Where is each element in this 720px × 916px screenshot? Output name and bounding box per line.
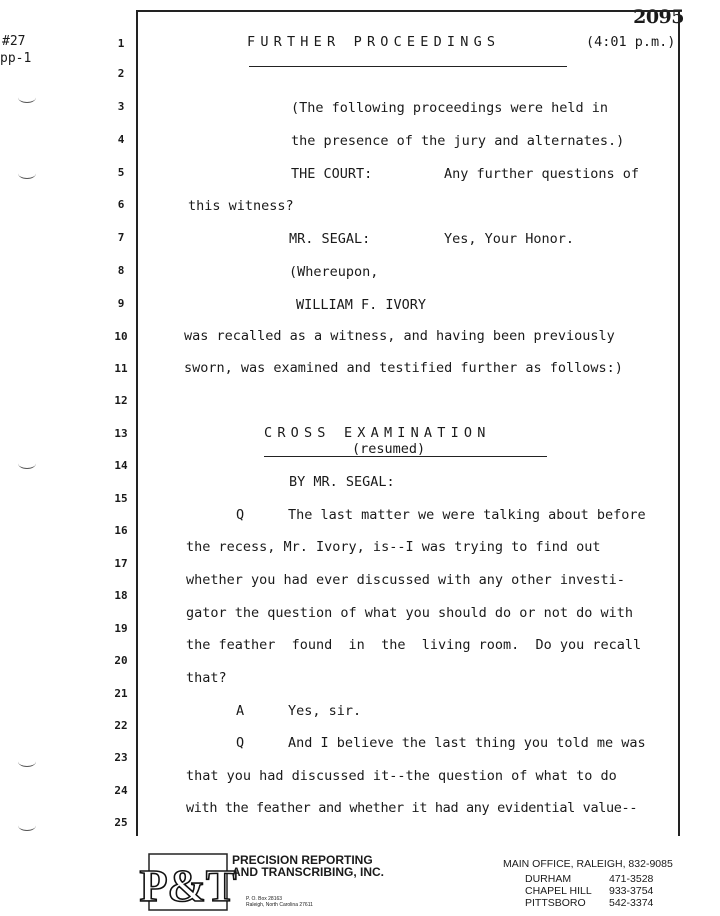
line-number: 23 [114, 751, 128, 764]
frame-top-border [136, 10, 678, 12]
line-number: 16 [114, 524, 128, 537]
punch-mark [18, 820, 36, 831]
line-number: 5 [117, 166, 125, 179]
line-number: 1 [117, 37, 125, 50]
question-marker: Q [236, 735, 245, 751]
line-number: 17 [114, 557, 128, 570]
office-city: DURHAM [525, 873, 572, 885]
line-number: 21 [114, 687, 128, 700]
answer-marker: A [236, 703, 245, 719]
punch-mark [18, 458, 36, 469]
line-number: 8 [117, 264, 125, 277]
company-logo [139, 853, 237, 911]
line-number: 7 [117, 231, 125, 244]
logo-graphic [139, 853, 237, 911]
line-number: 3 [117, 100, 125, 113]
examiner-label: BY MR. SEGAL: [289, 474, 395, 490]
transcript-line: that you had discussed it--the question of what to do [186, 768, 617, 784]
cross-heading-underline [264, 456, 547, 457]
page-number: 2095 [633, 6, 684, 28]
transcript-line: Any further questions of [444, 166, 640, 182]
line-number: 15 [114, 492, 128, 505]
transcript-line: this witness? [188, 198, 294, 214]
line-number: 10 [114, 330, 128, 343]
company-name-line1: PRECISION REPORTING [232, 853, 373, 867]
line-number: 6 [117, 198, 125, 211]
transcript-line: with the feather and whether it had any evidential value-- [186, 800, 638, 816]
line-number: 2 [117, 67, 125, 80]
transcript-line: Yes, sir. [288, 703, 362, 719]
heading-time: (4:01 p.m.) [586, 34, 676, 50]
main-office: MAIN OFFICE, RALEIGH, 832-9085 [503, 858, 673, 870]
transcript-line: the feather found in the living room. Do you recall [186, 637, 642, 653]
company-address-line2: Raleigh, North Carolina 27611 [246, 902, 313, 908]
office-city: CHAPEL HILL [525, 885, 592, 897]
line-number: 22 [114, 719, 128, 732]
line-number: 20 [114, 654, 128, 667]
line-number: 4 [117, 133, 125, 146]
logo-text: P&T [139, 860, 237, 911]
line-number: 11 [114, 362, 128, 375]
punch-mark [18, 92, 36, 103]
frame-right-border [678, 10, 680, 836]
office-phone: 933-3754 [609, 885, 654, 897]
transcript-line: (Whereupon, [289, 264, 379, 280]
company-name-line2: AND TRANSCRIBING, INC. [232, 865, 384, 879]
cross-examination-heading: CROSS EXAMINATION [264, 425, 491, 441]
transcript-line: the presence of the jury and alternates.) [291, 133, 625, 149]
margin-note-case: #27 [2, 34, 26, 49]
line-number: 18 [114, 589, 128, 602]
punch-mark [18, 756, 36, 767]
transcript-line: The last matter we were talking about before [288, 507, 646, 523]
line-number: 9 [117, 297, 125, 310]
transcript-line: gator the question of what you should do or not do with [186, 605, 634, 621]
transcript-line: And I believe the last thing you told me was [288, 735, 646, 751]
question-marker: Q [236, 507, 245, 523]
transcript-line: Yes, Your Honor. [444, 231, 575, 247]
speaker-label: THE COURT: [291, 166, 373, 182]
frame-left-border [136, 10, 138, 836]
line-number: 25 [114, 816, 128, 829]
heading-underline [249, 66, 567, 67]
transcript-line: sworn, was examined and testified further as follows:) [184, 360, 623, 376]
speaker-label: MR. SEGAL: [289, 231, 371, 247]
line-number: 14 [114, 459, 128, 472]
margin-note-page: pp-1 [0, 51, 32, 66]
line-number: 13 [114, 427, 128, 440]
company-address-line1: P. O. Box 28163 [246, 896, 283, 902]
office-phone: 471-3528 [609, 873, 654, 885]
line-number: 12 [114, 394, 128, 407]
transcript-line: whether you had ever discussed with any other investi- [186, 572, 625, 588]
transcript-line: (The following proceedings were held in [291, 100, 608, 116]
witness-name: WILLIAM F. IVORY [296, 297, 427, 313]
transcript-line: was recalled as a witness, and having been previously [184, 328, 615, 344]
section-heading: FURTHER PROCEEDINGS [247, 34, 501, 50]
line-number: 24 [114, 784, 128, 797]
cross-examination-subheading: (resumed) [352, 441, 426, 457]
line-number: 19 [114, 622, 128, 635]
punch-mark [18, 168, 36, 179]
transcript-line: the recess, Mr. Ivory, is--I was trying to find out [186, 539, 601, 555]
office-city: PITTSBORO [525, 897, 586, 909]
office-phone: 542-3374 [609, 897, 654, 909]
transcript-line: that? [186, 670, 227, 686]
